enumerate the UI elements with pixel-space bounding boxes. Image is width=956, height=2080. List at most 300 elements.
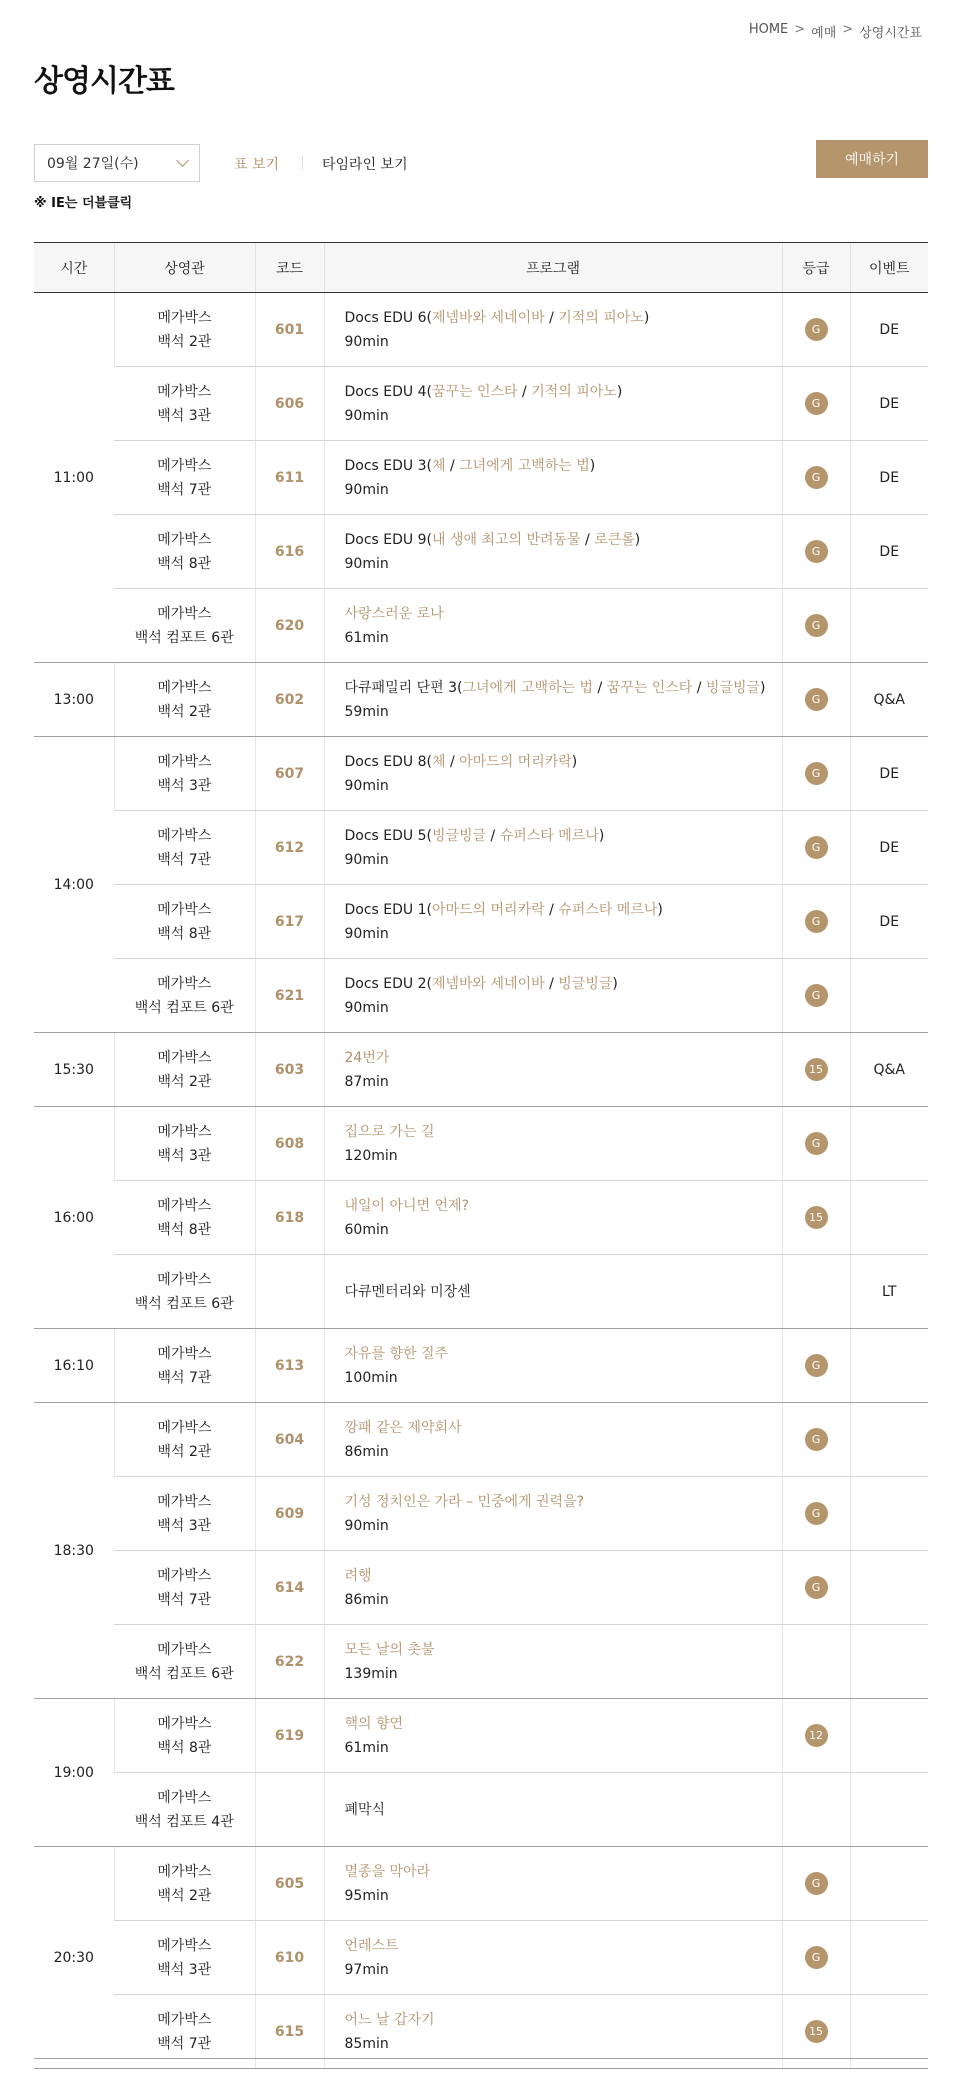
program-title bbox=[345, 454, 782, 478]
breadcrumb-reservation[interactable]: 예매 bbox=[811, 26, 837, 41]
book-button[interactable]: 예매하기 bbox=[816, 140, 928, 178]
theater-cell bbox=[114, 441, 255, 515]
program-text: Docs EDU 4( bbox=[344, 383, 432, 400]
program-title bbox=[345, 1416, 782, 1440]
theater-hall: 백석 2관 bbox=[157, 333, 212, 350]
theater-hall: 백석 8관 bbox=[157, 1221, 212, 1238]
event-cell: DE bbox=[850, 811, 928, 885]
program-text: Docs EDU 3( bbox=[344, 457, 432, 474]
theater-hall: 백석 7관 bbox=[157, 2035, 212, 2052]
grade-cell bbox=[782, 1921, 850, 1995]
runtime: 90min bbox=[344, 407, 389, 424]
theater-hall: 백석 컴포트 6관 bbox=[134, 999, 234, 1016]
program-title bbox=[345, 1120, 782, 1144]
program-text: ) bbox=[657, 901, 663, 918]
program-title bbox=[345, 1194, 782, 1218]
table-row bbox=[34, 1625, 928, 1699]
table-row bbox=[34, 441, 928, 515]
grade-badge: 15 bbox=[805, 1058, 828, 1081]
event-cell bbox=[850, 1847, 928, 1921]
theater-brand: 메가박스 bbox=[157, 753, 212, 770]
program-text: ) bbox=[643, 309, 650, 326]
program-text: / bbox=[517, 383, 532, 400]
program-cell bbox=[324, 959, 782, 1033]
time-cell: 15:30 bbox=[34, 1033, 114, 1107]
film-link[interactable]: 어느 날 갑자기 bbox=[344, 2011, 435, 2028]
program-title bbox=[345, 306, 782, 330]
grade-badge: G bbox=[805, 1872, 828, 1895]
time-cell: 20:30 bbox=[34, 1847, 114, 2069]
event-cell bbox=[850, 1403, 928, 1477]
film-link[interactable]: 로큰롤 bbox=[594, 531, 635, 548]
grade-badge: G bbox=[805, 540, 828, 563]
theater-cell bbox=[114, 1181, 255, 1255]
program-text: Docs EDU 6( bbox=[344, 309, 432, 326]
program-title bbox=[345, 1342, 782, 1366]
program-cell bbox=[324, 367, 782, 441]
event-cell bbox=[850, 1181, 928, 1255]
program-text: 폐막식 bbox=[344, 1801, 386, 1818]
film-link[interactable]: 멸종을 막아라 bbox=[344, 1863, 431, 1880]
code-cell: 607 bbox=[255, 737, 324, 811]
theater-hall: 백석 컴포트 6관 bbox=[134, 1665, 234, 1682]
theater-hall: 백석 8관 bbox=[157, 1739, 212, 1756]
program-text: / bbox=[593, 679, 607, 696]
film-link[interactable]: 아마드의 머리카락 bbox=[459, 753, 572, 770]
grade-badge: 12 bbox=[805, 1724, 828, 1747]
grade-cell bbox=[782, 367, 850, 441]
time-cell: 18:30 bbox=[34, 1403, 114, 1699]
theater-hall: 백석 3관 bbox=[157, 407, 212, 424]
runtime: 90min bbox=[344, 777, 389, 794]
grade-cell bbox=[782, 1403, 850, 1477]
theater-hall: 백석 컴포트 6관 bbox=[134, 1295, 234, 1312]
theater-cell bbox=[114, 293, 255, 367]
grade-cell bbox=[782, 663, 850, 737]
code-cell bbox=[255, 1255, 324, 1329]
header-program: 프로그램 bbox=[324, 243, 782, 293]
theater-hall: 백석 3관 bbox=[157, 777, 212, 794]
film-link[interactable]: 려행 bbox=[344, 1567, 372, 1584]
table-row bbox=[34, 1477, 928, 1551]
runtime: 59min bbox=[344, 703, 389, 720]
film-link[interactable]: 꿈꾸는 인스타 bbox=[606, 679, 693, 696]
grade-badge: G bbox=[805, 392, 828, 415]
code-cell: 602 bbox=[255, 663, 324, 737]
program-cell bbox=[324, 441, 782, 515]
theater-cell bbox=[114, 885, 255, 959]
program-cell bbox=[324, 1107, 782, 1181]
table-row bbox=[34, 1847, 928, 1921]
program-title bbox=[345, 898, 782, 922]
event-cell bbox=[850, 959, 928, 1033]
table-row bbox=[34, 1921, 928, 1995]
grade-cell bbox=[782, 1107, 850, 1181]
grade-cell bbox=[782, 1625, 850, 1699]
film-link[interactable]: 체 bbox=[431, 457, 446, 474]
theater-brand: 메가박스 bbox=[157, 309, 212, 326]
event-cell bbox=[850, 1107, 928, 1181]
table-row bbox=[34, 589, 928, 663]
program-cell bbox=[324, 1699, 782, 1773]
program-title bbox=[345, 380, 782, 404]
event-cell bbox=[850, 1477, 928, 1551]
theater-hall: 백석 7관 bbox=[157, 851, 212, 868]
table-row bbox=[34, 1255, 928, 1329]
theater-brand: 메가박스 bbox=[157, 1641, 212, 1658]
breadcrumb-home[interactable]: HOME bbox=[748, 22, 789, 37]
header-event: 이벤트 bbox=[850, 243, 928, 293]
table-row bbox=[34, 1551, 928, 1625]
runtime: 61min bbox=[344, 629, 389, 646]
film-link[interactable]: 슈퍼스타 메르나 bbox=[558, 901, 658, 918]
program-text: / bbox=[544, 309, 559, 326]
table-row bbox=[34, 1699, 928, 1773]
grade-cell bbox=[782, 959, 850, 1033]
code-cell: 620 bbox=[255, 589, 324, 663]
table-row bbox=[34, 1773, 928, 1847]
program-cell bbox=[324, 1551, 782, 1625]
code-cell: 603 bbox=[255, 1033, 324, 1107]
program-title bbox=[345, 1046, 782, 1070]
program-text: Docs EDU 9( bbox=[344, 531, 432, 548]
program-text: ) bbox=[598, 827, 605, 844]
code-cell: 621 bbox=[255, 959, 324, 1033]
theater-brand: 메가박스 bbox=[157, 827, 212, 844]
grade-badge: G bbox=[805, 836, 828, 859]
grade-cell bbox=[782, 589, 850, 663]
header-grade: 등급 bbox=[782, 243, 850, 293]
theater-hall: 백석 7관 bbox=[157, 1369, 212, 1386]
program-title bbox=[345, 1638, 782, 1662]
theater-hall: 백석 3관 bbox=[157, 1961, 212, 1978]
grade-cell bbox=[782, 1847, 850, 1921]
grade-cell bbox=[782, 1477, 850, 1551]
film-link[interactable]: 그녀에게 고백하는 법 bbox=[462, 679, 594, 696]
view-timeline-tab[interactable]: 타임라인 보기 bbox=[322, 157, 408, 173]
runtime: 60min bbox=[344, 1221, 389, 1238]
program-title bbox=[345, 1564, 782, 1588]
film-link[interactable]: 제넴바와 세네이바 bbox=[431, 309, 545, 326]
program-cell bbox=[324, 737, 782, 811]
film-link[interactable]: 기적의 피아노 bbox=[531, 383, 617, 400]
grade-cell bbox=[782, 515, 850, 589]
page-title: 상영시간표 bbox=[34, 64, 174, 99]
theater-hall: 백석 8관 bbox=[157, 555, 212, 572]
theater-brand: 메가박스 bbox=[157, 383, 212, 400]
runtime: 86min bbox=[344, 1591, 389, 1608]
event-cell bbox=[850, 1773, 928, 1847]
theater-brand: 메가박스 bbox=[157, 1197, 212, 1214]
code-cell: 612 bbox=[255, 811, 324, 885]
program-text: Docs EDU 2( bbox=[344, 975, 432, 992]
schedule-controls bbox=[34, 144, 928, 182]
film-link[interactable]: 핵의 향연 bbox=[344, 1715, 404, 1732]
theater-hall: 백석 3관 bbox=[157, 1147, 212, 1164]
theater-cell bbox=[114, 1107, 255, 1181]
event-cell: DE bbox=[850, 737, 928, 811]
grade-badge: G bbox=[805, 688, 828, 711]
program-text: ) bbox=[760, 679, 766, 696]
program-text: ) bbox=[634, 531, 641, 548]
grade-cell bbox=[782, 1551, 850, 1625]
program-text: ) bbox=[589, 457, 596, 474]
event-cell: DE bbox=[850, 367, 928, 441]
breadcrumb-separator: > bbox=[794, 22, 806, 37]
theater-cell bbox=[114, 1773, 255, 1847]
theater-brand: 메가박스 bbox=[157, 1345, 212, 1362]
theater-hall: 백석 3관 bbox=[157, 1517, 212, 1534]
code-cell: 601 bbox=[255, 293, 324, 367]
grade-badge: G bbox=[805, 910, 828, 933]
time-cell: 13:00 bbox=[34, 663, 114, 737]
theater-cell bbox=[114, 959, 255, 1033]
theater-hall: 백석 2관 bbox=[157, 703, 212, 720]
program-title bbox=[345, 528, 782, 552]
code-cell bbox=[255, 1773, 324, 1847]
event-cell: DE bbox=[850, 515, 928, 589]
program-text: / bbox=[445, 753, 460, 770]
code-cell: 605 bbox=[255, 1847, 324, 1921]
time-cell: 16:10 bbox=[34, 1329, 114, 1403]
runtime: 86min bbox=[344, 1443, 389, 1460]
program-text: / bbox=[544, 975, 559, 992]
theater-cell bbox=[114, 1033, 255, 1107]
grade-badge: 15 bbox=[805, 2020, 828, 2043]
film-link[interactable]: 내일이 아니면 언제? bbox=[344, 1197, 470, 1214]
theater-brand: 메가박스 bbox=[157, 1937, 212, 1954]
program-cell bbox=[324, 885, 782, 959]
breadcrumb-current: 상영시간표 bbox=[859, 26, 922, 41]
program-cell bbox=[324, 1477, 782, 1551]
table-row bbox=[34, 367, 928, 441]
program-title bbox=[345, 972, 782, 996]
program-text: Docs EDU 8( bbox=[344, 753, 432, 770]
film-link[interactable]: 빙글빙글 bbox=[705, 679, 761, 696]
theater-hall: 백석 컴포트 4관 bbox=[134, 1813, 234, 1830]
theater-cell bbox=[114, 663, 255, 737]
film-link[interactable]: 슈퍼스타 메르나 bbox=[499, 827, 599, 844]
film-link[interactable]: 사랑스러운 로나 bbox=[344, 605, 444, 622]
grade-badge: G bbox=[805, 1354, 828, 1377]
schedule-body bbox=[34, 293, 928, 2069]
event-cell bbox=[850, 1699, 928, 1773]
program-title bbox=[345, 2008, 782, 2032]
film-link[interactable]: 제넴바와 세네이바 bbox=[431, 975, 545, 992]
theater-cell bbox=[114, 1625, 255, 1699]
film-link[interactable]: 그녀에게 고백하는 법 bbox=[459, 457, 590, 474]
program-title bbox=[345, 750, 782, 774]
schedule-table bbox=[34, 242, 928, 2069]
table-row bbox=[34, 737, 928, 811]
table-row bbox=[34, 1107, 928, 1181]
program-cell bbox=[324, 1625, 782, 1699]
program-text: / bbox=[445, 457, 460, 474]
program-title bbox=[345, 1280, 782, 1304]
program-text: Docs EDU 1( bbox=[344, 901, 432, 918]
table-row bbox=[34, 885, 928, 959]
table-row bbox=[34, 663, 928, 737]
program-title bbox=[345, 602, 782, 626]
film-link[interactable]: 기성 정치인은 가라 – 민중에게 권력을? bbox=[344, 1493, 585, 1510]
ie-note: ※ IE는 더블클릭 bbox=[34, 196, 133, 211]
program-title bbox=[345, 1860, 782, 1884]
date-select-value: 09월 27일(수) bbox=[47, 156, 139, 172]
theater-brand: 메가박스 bbox=[157, 679, 212, 696]
film-link[interactable]: 언레스트 bbox=[344, 1937, 399, 1954]
program-cell bbox=[324, 1181, 782, 1255]
theater-cell bbox=[114, 1477, 255, 1551]
table-row bbox=[34, 515, 928, 589]
code-cell: 622 bbox=[255, 1625, 324, 1699]
program-text: ) bbox=[616, 383, 623, 400]
theater-cell bbox=[114, 1551, 255, 1625]
theater-hall: 백석 7관 bbox=[157, 481, 212, 498]
film-link[interactable]: 아마드의 머리카락 bbox=[431, 901, 545, 918]
event-cell: DE bbox=[850, 441, 928, 515]
program-cell bbox=[324, 1255, 782, 1329]
event-cell: DE bbox=[850, 293, 928, 367]
theater-hall: 백석 2관 bbox=[157, 1887, 212, 1904]
program-cell bbox=[324, 663, 782, 737]
theater-hall: 백석 컴포트 6관 bbox=[134, 629, 234, 646]
theater-cell bbox=[114, 1255, 255, 1329]
theater-brand: 메가박스 bbox=[157, 457, 212, 474]
film-link[interactable]: 24번가 bbox=[344, 1049, 390, 1066]
table-row bbox=[34, 1181, 928, 1255]
code-cell: 616 bbox=[255, 515, 324, 589]
film-link[interactable]: 기적의 피아노 bbox=[558, 309, 644, 326]
view-table-tab[interactable]: 표 보기 bbox=[234, 157, 280, 173]
program-cell bbox=[324, 515, 782, 589]
program-cell bbox=[324, 1403, 782, 1477]
grade-badge: G bbox=[805, 1502, 828, 1525]
table-bottom-divider bbox=[34, 2058, 928, 2059]
theater-cell bbox=[114, 811, 255, 885]
film-link[interactable]: 자유를 향한 질주 bbox=[344, 1345, 449, 1362]
grade-cell bbox=[782, 1329, 850, 1403]
event-cell bbox=[850, 1921, 928, 1995]
grade-badge: G bbox=[805, 1576, 828, 1599]
event-cell bbox=[850, 1329, 928, 1403]
grade-badge: G bbox=[805, 762, 828, 785]
event-cell: LT bbox=[850, 1255, 928, 1329]
event-cell: Q&A bbox=[850, 1033, 928, 1107]
grade-cell bbox=[782, 1773, 850, 1847]
program-title bbox=[345, 1712, 782, 1736]
grade-badge: G bbox=[805, 614, 828, 637]
program-text: ) bbox=[571, 753, 578, 770]
runtime: 120min bbox=[344, 1147, 398, 1164]
theater-brand: 메가박스 bbox=[157, 1049, 212, 1066]
code-cell: 604 bbox=[255, 1403, 324, 1477]
film-link[interactable]: 체 bbox=[431, 753, 446, 770]
runtime: 87min bbox=[344, 1073, 389, 1090]
theater-cell bbox=[114, 737, 255, 811]
runtime: 90min bbox=[344, 1517, 389, 1534]
theater-cell bbox=[114, 589, 255, 663]
time-cell: 16:00 bbox=[34, 1107, 114, 1329]
event-cell bbox=[850, 589, 928, 663]
date-select[interactable] bbox=[34, 144, 200, 182]
program-text: / bbox=[486, 827, 500, 844]
film-link[interactable]: 꿈꾸는 인스타 bbox=[431, 383, 518, 400]
theater-brand: 메가박스 bbox=[157, 1271, 212, 1288]
table-row bbox=[34, 811, 928, 885]
film-link[interactable]: 빙글빙글 bbox=[558, 975, 613, 992]
code-cell: 615 bbox=[255, 1995, 324, 2069]
code-cell: 609 bbox=[255, 1477, 324, 1551]
program-text: Docs EDU 5( bbox=[344, 827, 432, 844]
runtime: 90min bbox=[344, 851, 389, 868]
film-link[interactable]: 집으로 가는 길 bbox=[344, 1123, 435, 1140]
program-text: / bbox=[544, 901, 559, 918]
time-cell: 14:00 bbox=[34, 737, 114, 1033]
film-link[interactable]: 모든 날의 촛불 bbox=[344, 1641, 435, 1658]
theater-hall: 백석 2관 bbox=[157, 1443, 212, 1460]
theater-cell bbox=[114, 1329, 255, 1403]
film-link[interactable]: 빙글빙글 bbox=[431, 827, 487, 844]
event-cell bbox=[850, 1551, 928, 1625]
code-cell: 610 bbox=[255, 1921, 324, 1995]
grade-badge: G bbox=[805, 466, 828, 489]
program-text: 다큐패밀리 단편 3( bbox=[344, 679, 463, 696]
runtime: 85min bbox=[344, 2035, 389, 2052]
film-link[interactable]: 깡패 같은 제약회사 bbox=[344, 1419, 462, 1436]
grade-badge: G bbox=[805, 1946, 828, 1969]
table-row bbox=[34, 1033, 928, 1107]
theater-brand: 메가박스 bbox=[157, 1419, 212, 1436]
runtime: 90min bbox=[344, 481, 389, 498]
theater-brand: 메가박스 bbox=[157, 2011, 212, 2028]
theater-brand: 메가박스 bbox=[157, 531, 212, 548]
program-cell bbox=[324, 589, 782, 663]
grade-badge: G bbox=[805, 1132, 828, 1155]
program-cell bbox=[324, 1773, 782, 1847]
program-cell bbox=[324, 1033, 782, 1107]
theater-brand: 메가박스 bbox=[157, 1789, 212, 1806]
grade-badge: G bbox=[805, 984, 828, 1007]
code-cell: 618 bbox=[255, 1181, 324, 1255]
theater-hall: 백석 8관 bbox=[157, 925, 212, 942]
grade-cell bbox=[782, 737, 850, 811]
program-text: ) bbox=[612, 975, 618, 992]
program-title bbox=[345, 676, 782, 700]
code-cell: 617 bbox=[255, 885, 324, 959]
table-header-row bbox=[34, 243, 928, 293]
grade-cell bbox=[782, 885, 850, 959]
theater-brand: 메가박스 bbox=[157, 901, 212, 918]
time-cell: 19:00 bbox=[34, 1699, 114, 1847]
code-cell: 613 bbox=[255, 1329, 324, 1403]
code-cell: 614 bbox=[255, 1551, 324, 1625]
grade-badge: G bbox=[805, 1428, 828, 1451]
grade-cell bbox=[782, 293, 850, 367]
program-cell bbox=[324, 1847, 782, 1921]
program-cell bbox=[324, 1329, 782, 1403]
theater-cell bbox=[114, 1847, 255, 1921]
time-cell: 11:00 bbox=[34, 293, 114, 663]
theater-brand: 메가박스 bbox=[157, 605, 212, 622]
grade-badge: 15 bbox=[805, 1206, 828, 1229]
theater-cell bbox=[114, 515, 255, 589]
table-row bbox=[34, 1329, 928, 1403]
table-row bbox=[34, 959, 928, 1033]
film-link[interactable]: 내 생애 최고의 반려동물 bbox=[431, 531, 581, 548]
theater-cell bbox=[114, 1403, 255, 1477]
runtime: 139min bbox=[344, 1665, 398, 1682]
grade-cell bbox=[782, 1033, 850, 1107]
